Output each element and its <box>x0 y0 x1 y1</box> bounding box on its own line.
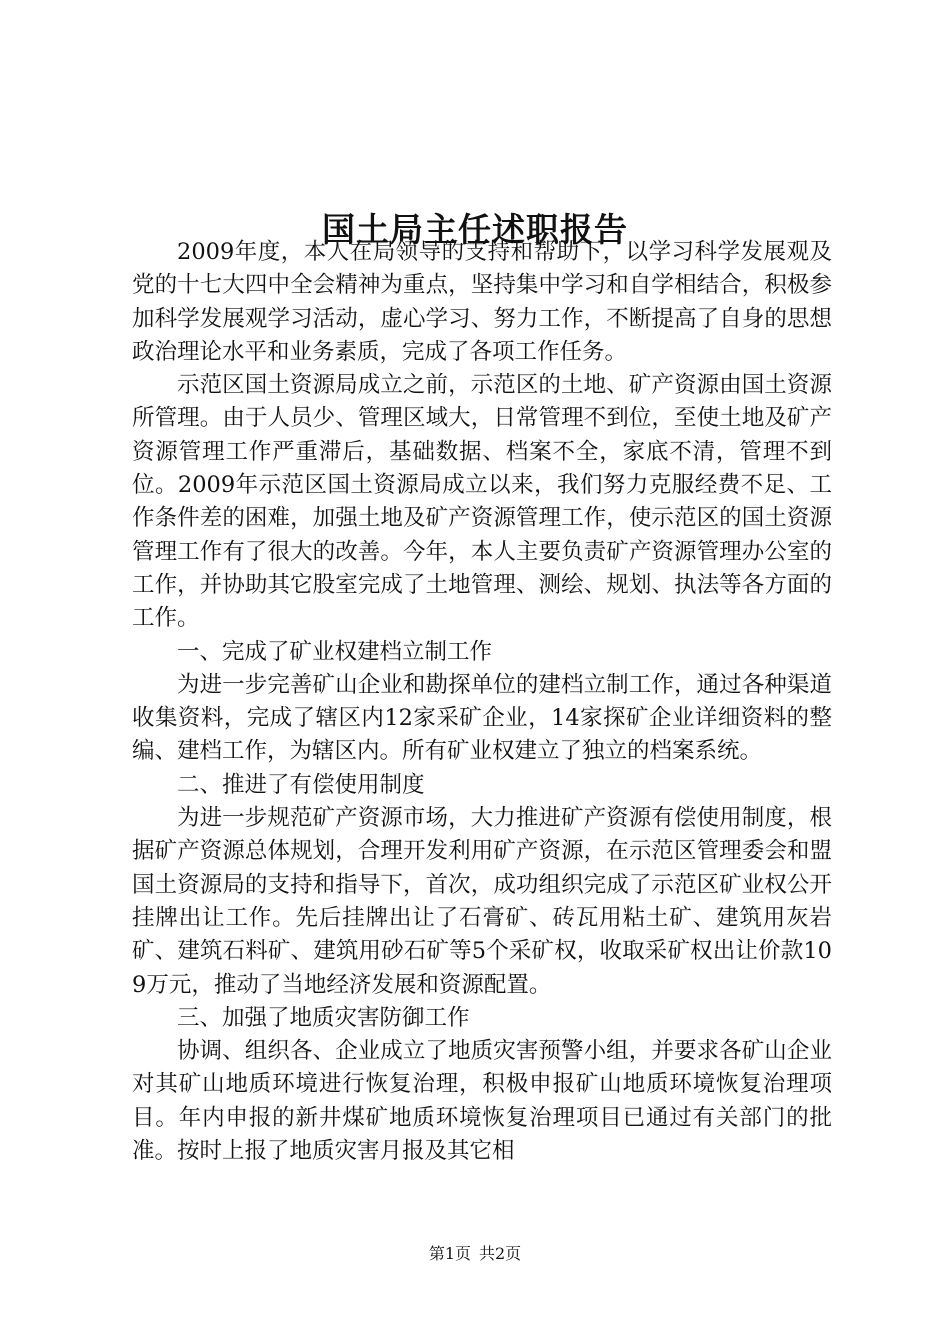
page-number: 第1页 <box>428 1244 471 1263</box>
paragraph-intro: 2009年度，本人在局领导的支持和帮助下，以学习科学发展观及党的十七大四中全会精神为重点，坚持集中学习和自学相结合，积极参加科学发展观学习活动，虚心学习、努力工作，不断提高了自身的思想政治理论水平和业务素质，完成了各项工作任务。 <box>132 239 832 365</box>
document-body <box>132 236 832 1168</box>
section-heading-3: 三、加强了地质灾害防御工作 <box>177 1004 470 1031</box>
paragraph-section-2: 为进一步规范矿产资源市场，大力推进矿产资源有偿使用制度，根据矿产资源总体规划，合理开发利用矿产资源，在示范区管理委会和盟国土资源局的支持和指导下，首次，成功组织完成了示范区矿业权公开挂牌出让工作。先后挂牌出让了石膏矿、砖瓦用粘土矿、建筑用灰岩矿、建筑石料矿、建筑用砂石矿等5个采矿权，收取采矿权出让价款109万元，推动了当地经济发展和资源配置。 <box>132 805 832 998</box>
paragraph-section-1: 为进一步完善矿山企业和勘探单位的建档立制工作，通过各种渠道收集资料，完成了辖区内12家采矿企业，14家探矿企业详细资料的整编、建档工作，为辖区内。所有矿业权建立了独立的档案系统。 <box>132 671 832 765</box>
page-footer <box>0 1242 950 1266</box>
page-title: 国土局主任述职报告 <box>322 210 628 250</box>
section-heading-1: 一、完成了矿业权建档立制工作 <box>177 638 493 665</box>
paragraph-section-3: 协调、组织各、企业成立了地质灾害预警小组，并要求各矿山企业对其矿山地质环境进行恢复治理，积极申报矿山地质环境恢复治理项目。年内申报的新井煤矿地质环境恢复治理项目已通过有关部门的批准。按时上报了地质灾害月报及其它相 <box>132 1038 832 1165</box>
section-heading-2: 二、推进了有偿使用制度 <box>177 771 425 798</box>
paragraph-background: 示范区国土资源局成立之前，示范区的土地、矿产资源由国土资源所管理。由于人员少、管理区域大，日常管理不到位，至使土地及矿产资源管理工作严重滞后，基础数据、档案不全，家底不清，管理不到位。2009年示范区国土资源局成立以来，我们努力克服经费不足、工作条件差的困难，加强土地及矿产资源管理工作，使示范区的国土资源管理工作有了很大的改善。今年，本人主要负责矿产资源管理办公室的工作，并协助其它股室完成了土地管理、测绘、规划、执法等各方面的工作。 <box>132 372 832 632</box>
page-total: 共2页 <box>479 1244 522 1263</box>
